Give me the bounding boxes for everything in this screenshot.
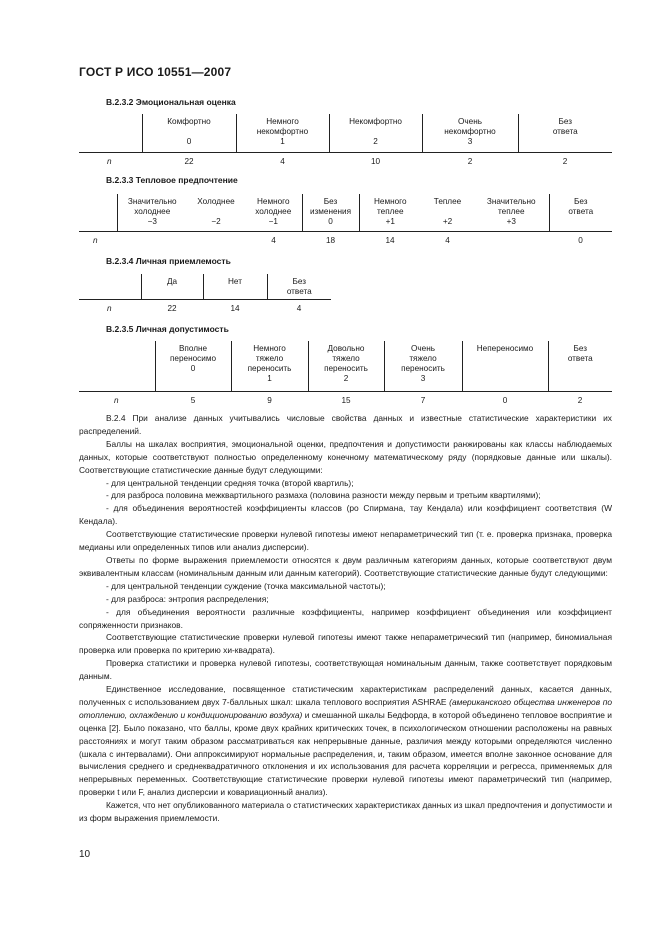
column-header: Без ответа	[548, 341, 612, 391]
row-label: n	[79, 152, 142, 169]
column-header: Значительно холоднее −3	[117, 194, 187, 231]
paragraph-italic-part: (американского общества инженеров по отоплению, охлаждению и кондиционированию воздуха)	[79, 696, 612, 720]
list-item: - для разброса: энтропия распределения;	[106, 593, 269, 604]
table-cell: 18	[302, 231, 359, 248]
paragraph	[79, 683, 612, 799]
paragraph: Баллы на шкалах восприятия, эмоциональной оценки, предпочтения и допустимости ранжированы как классы наблюдаемых данных, которые соответствуют полностью определенному конечному математическому ряду (порядковые данные или шкалы). Соответствующие статистические данные будут следующими:	[79, 438, 612, 475]
column-header: Некомфортно 2	[329, 114, 422, 152]
table-cell: 0	[549, 231, 612, 248]
table-cell: 0	[462, 391, 548, 408]
list-item: - для центральной тенденции суждение (точка максимальной частоты);	[106, 580, 386, 591]
table-cell: 5	[155, 391, 231, 408]
table-cell	[474, 231, 549, 248]
column-header: Комфортно 0	[142, 114, 236, 152]
column-header: Немного некомфортно 1	[236, 114, 329, 152]
column-header: Немного холоднее −1	[255, 197, 292, 226]
table-cell	[187, 231, 245, 248]
column-header: Без изменения 0	[302, 194, 359, 231]
page-number: 10	[79, 849, 91, 860]
section-title-personal-acceptability: В.2.3.4 Личная приемлемость	[106, 256, 231, 266]
row-label: n	[79, 300, 141, 317]
table-emotional-assessment	[79, 114, 612, 169]
column-header: Без ответа	[549, 194, 612, 231]
list-item: - для объединения вероятностей коэффициенты классов (ро Спирмана, тау Кендала) или коэффициент соответствия (W Кендала).	[79, 503, 612, 527]
table-cell: 9	[231, 391, 308, 408]
row-label: n	[79, 231, 117, 248]
list-item: - для центральной тенденции средняя точка (второй квартиль);	[106, 477, 354, 488]
table-cell: 22	[141, 300, 203, 317]
column-header: Теплее +2	[433, 197, 462, 226]
table-cell	[117, 231, 187, 248]
table-cell: 4	[245, 231, 302, 248]
section-title-emotional: В.2.3.2 Эмоциональная оценка	[106, 97, 236, 107]
column-header: Немного тяжело переносить 1	[231, 341, 308, 391]
document-header: ГОСТ Р ИСО 10551—2007	[79, 65, 232, 79]
column-header: Без ответа	[518, 114, 612, 152]
list-item: - для разброса половина межквартильного размаха (половина разности между первым и третьим квартилями);	[106, 490, 541, 501]
table-personal-acceptability	[79, 274, 331, 316]
paragraph: Кажется, что нет опубликованного материала о статистических характеристиках данных из шкал предпочтения и допустимости и из форм выражения приемлемости.	[79, 800, 612, 824]
paragraph-part: Единственное исследование, посвященное статистическим характеристикам распределений данных, касается данных, полученных с использованием двух 7-балльных шкал: шкала теплового восприятия ASHRAE	[79, 684, 612, 707]
table-cell: 22	[142, 152, 236, 169]
table-cell: 14	[359, 231, 421, 248]
column-header: Значительно теплее +3	[486, 197, 536, 226]
column-header: Без ответа	[267, 274, 331, 300]
table-cell: 2	[518, 152, 612, 169]
paragraph: Соответствующие статистические проверки нулевой гипотезы имеют непараметрический тип (т. е. проверка признака, проверка медианы или определенных типов или анализ дисперсии).	[79, 529, 612, 553]
column-header: Очень тяжело переносить 3	[384, 341, 462, 391]
table-cell: 2	[422, 152, 518, 169]
table-cell: 2	[548, 391, 612, 408]
table-thermal-preference	[79, 194, 612, 248]
column-header: Непереносимо	[462, 341, 548, 391]
column-header: Немного теплее +1	[359, 194, 421, 231]
paragraph: Ответы по форме выражения приемлемости относятся к двум различным категориям данных, которые соответствуют двум эквивалентным классам (номинальным данным или данным категорий). Соответствующие статистические данные будут следующими:	[79, 554, 612, 578]
paragraph-part: и смешанной шкалы Бедфорда, в которой объединено тепловое восприятие и оценка [2]. Было показано, что баллы, кроме двух крайних критических точек, в психологическом отношении расположены на равных расстояниях и могут таким образом рассматриваться как непрерывные данные, различия между которыми определяются численно (шкала с интервалами). Они аппроксимируют нормальные распределения, и, таким образом, имеется вполне законное основание для вычисления среднего и среднеквадратичного отклонения и их использования для расчета корреляции и регресса, применяемых для непрерывных переменных. Соответствующие статистические проверки нулевой гипотезы имеют параметрический тип (например, проверки t или F, анализ дисперсии и ковариационный анализ).	[79, 709, 612, 798]
table-cell: 7	[384, 391, 462, 408]
paragraph: В.2.4 При анализе данных учитывались числовые свойства данных и известные статистические характеристики их распределений.	[79, 413, 612, 436]
table-cell: 4	[267, 300, 331, 317]
table-personal-tolerance	[79, 341, 612, 408]
column-header: Холоднее −2	[197, 197, 235, 226]
table-cell: 4	[421, 231, 474, 248]
table-cell: 4	[236, 152, 329, 169]
section-title-personal-tolerance: В.2.3.5 Личная допустимость	[106, 324, 229, 334]
list-item: - для объединения вероятности различные коэффициенты, например коэффициент объединения или коэффициент сопряженности признаков.	[79, 606, 612, 630]
table-cell: 10	[329, 152, 422, 169]
column-header: Да	[141, 274, 203, 300]
body-text	[79, 412, 612, 825]
row-label: n	[79, 391, 155, 408]
column-header: Очень некомфортно 3	[422, 114, 518, 152]
section-title-thermal-preference: В.2.3.3 Тепловое предпочтение	[106, 175, 238, 185]
table-cell: 15	[308, 391, 384, 408]
column-header: Вполне переносимо 0	[155, 341, 231, 391]
column-header: Нет	[203, 274, 267, 300]
paragraph: Проверка статистики и проверка нулевой гипотезы, соответствующая номинальным данным, также соответствует порядковым данным.	[79, 658, 612, 682]
paragraph: Соответствующие статистические проверки нулевой гипотезы имеют также непараметрический тип (например, биномиальная проверка или проверка по критерию хи-квадрата).	[79, 632, 612, 656]
table-cell: 14	[203, 300, 267, 317]
column-header: Довольно тяжело переносить 2	[308, 341, 384, 391]
